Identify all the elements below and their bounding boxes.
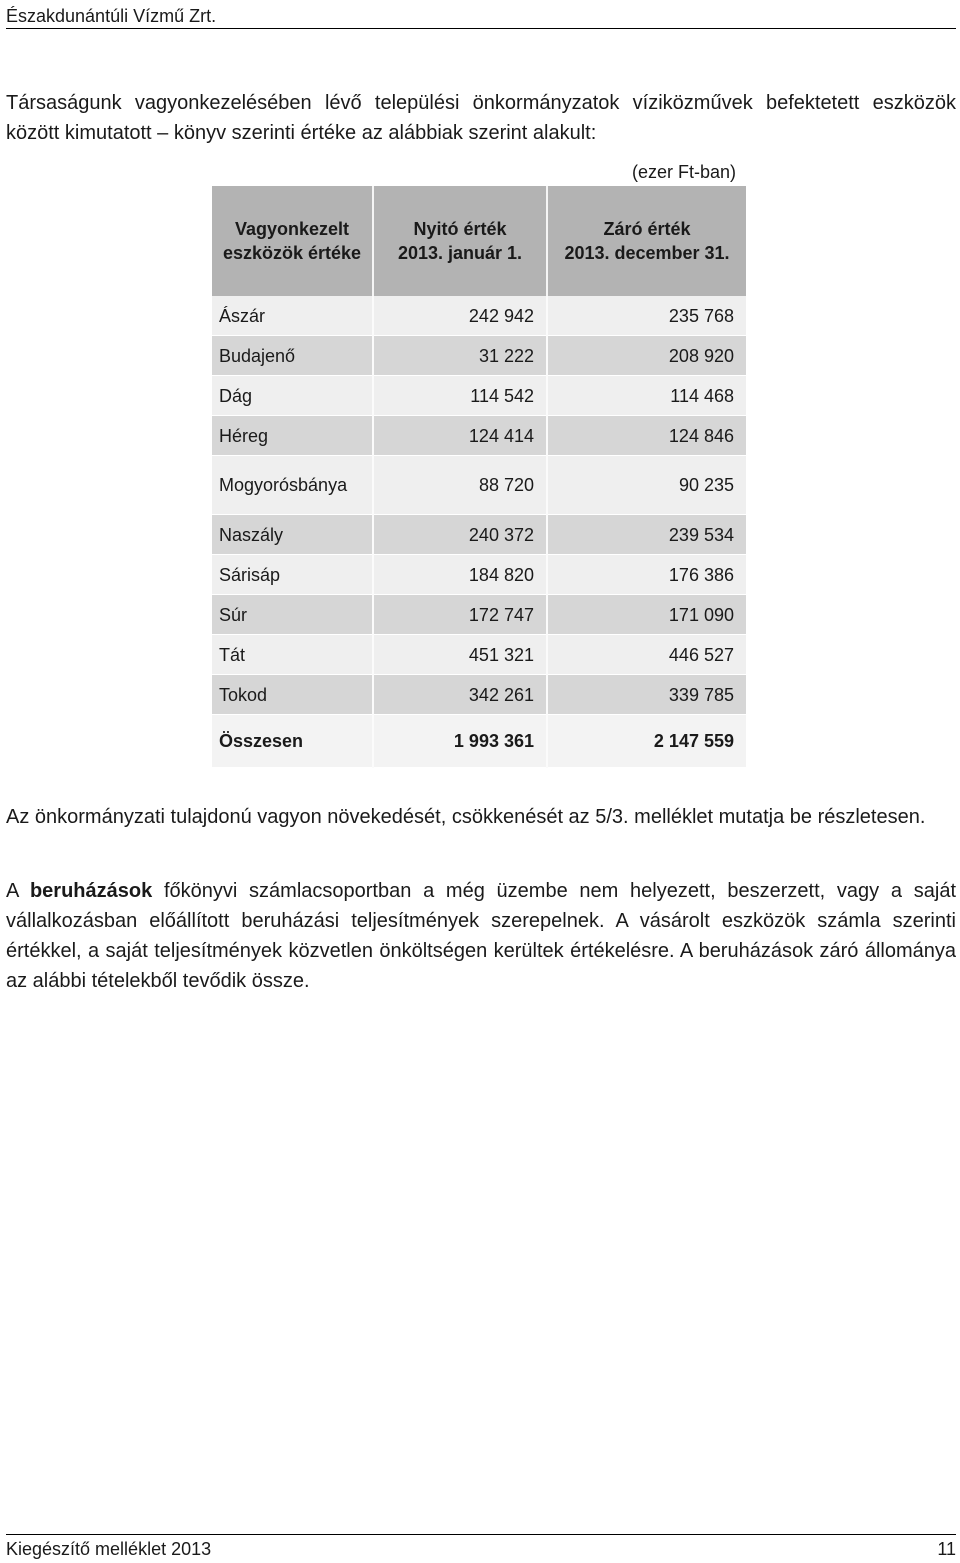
footer-title: Kiegészítő melléklet 2013 <box>6 1539 212 1559</box>
investments-keyword: beruházások <box>29 880 153 902</box>
municipality-name: Súr <box>212 595 373 635</box>
header-asset-value: Vagyonkezelt eszközök értéke <box>212 186 373 296</box>
opening-value: 342 261 <box>373 675 547 715</box>
closing-value: 114 468 <box>547 376 746 416</box>
paragraph-investments <box>6 876 956 996</box>
unit-note: (ezer Ft-ban) <box>631 162 736 182</box>
opening-value: 184 820 <box>373 555 547 595</box>
opening-value: 172 747 <box>373 595 547 635</box>
table-header-row <box>212 186 746 296</box>
municipality-name: Budajenő <box>212 336 373 376</box>
investments-text: főkönyvi számlacsoportban a még üzembe nem helyezett, beszerzett, vagy a saját vállalkozásban előállított beruházási teljesítmények szerepelnek. A vásárolt eszközök számla szerinti értékkel, a saját teljesítmények közvetlen önköltségen kerültek értékelésre. A beruházások záró állománya az alábbi tételekből tevődik össze. <box>6 880 956 992</box>
table-row <box>212 416 746 456</box>
total-closing-value: 2 147 559 <box>547 715 746 768</box>
table-row <box>212 456 746 515</box>
closing-value: 90 235 <box>547 456 746 515</box>
page-number: 11 <box>937 1539 956 1559</box>
table-row <box>212 555 746 595</box>
municipality-name: Dág <box>212 376 373 416</box>
table-row <box>212 515 746 555</box>
municipality-name: Ászár <box>212 296 373 336</box>
municipality-name: Tát <box>212 635 373 675</box>
opening-value: 31 222 <box>373 336 547 376</box>
header-opening-value: Nyitó érték 2013. január 1. <box>373 186 547 296</box>
assets-table <box>212 186 746 768</box>
opening-value: 242 942 <box>373 296 547 336</box>
closing-value: 239 534 <box>547 515 746 555</box>
opening-value: 124 414 <box>373 416 547 456</box>
closing-value: 446 527 <box>547 635 746 675</box>
municipality-name: Héreg <box>212 416 373 456</box>
closing-value: 171 090 <box>547 595 746 635</box>
opening-value: 451 321 <box>373 635 547 675</box>
paragraph-municipal-assets: Az önkormányzati tulajdonú vagyon növekedését, csökkenését az 5/3. melléklet mutatja be részletesen. <box>6 806 926 828</box>
closing-value: 176 386 <box>547 555 746 595</box>
header-closing-value: Záró érték 2013. december 31. <box>547 186 746 296</box>
table-row <box>212 336 746 376</box>
table-row <box>212 595 746 635</box>
closing-value: 235 768 <box>547 296 746 336</box>
table-row <box>212 376 746 416</box>
investments-prefix: A <box>6 880 30 902</box>
total-opening-value: 1 993 361 <box>373 715 547 768</box>
page-footer <box>6 1534 956 1563</box>
total-label: Összesen <box>212 715 373 768</box>
municipality-name: Tokod <box>212 675 373 715</box>
table-row <box>212 675 746 715</box>
municipality-name: Mogyorósbánya <box>212 456 373 515</box>
table-row <box>212 635 746 675</box>
company-name: Északdunántúli Vízmű Zrt. <box>6 6 217 26</box>
closing-value: 124 846 <box>547 416 746 456</box>
table-row <box>212 296 746 336</box>
page-header <box>6 4 956 29</box>
municipality-name: Sárisáp <box>212 555 373 595</box>
municipality-name: Naszály <box>212 515 373 555</box>
opening-value: 114 542 <box>373 376 547 416</box>
opening-value: 88 720 <box>373 456 547 515</box>
closing-value: 208 920 <box>547 336 746 376</box>
closing-value: 339 785 <box>547 675 746 715</box>
intro-paragraph: Társaságunk vagyonkezelésében lévő települési önkormányzatok víziközművek befektetett eszközök között kimutatott – könyv szerinti értéke az alábbiak szerint alakult: <box>6 92 956 144</box>
opening-value: 240 372 <box>373 515 547 555</box>
total-row <box>212 715 746 768</box>
